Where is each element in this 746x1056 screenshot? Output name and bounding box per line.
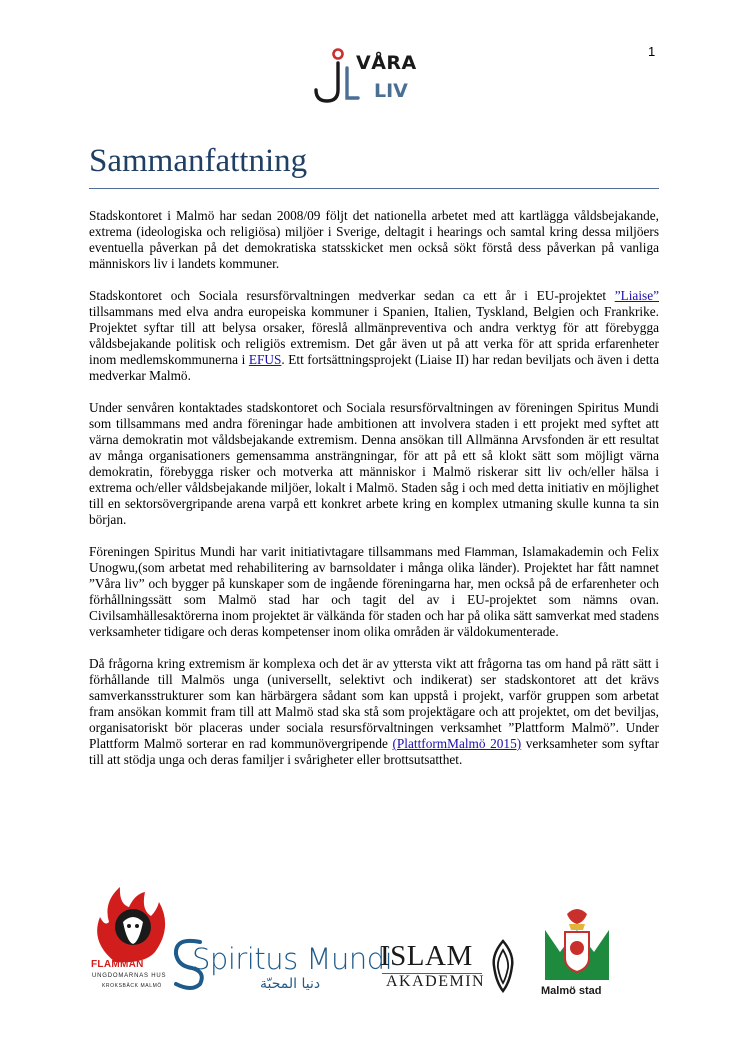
brand-liv: LIV xyxy=(374,80,408,102)
liaise-link[interactable]: ”Liaise” xyxy=(614,288,659,303)
paragraph-2-text: Stadskontoret och Sociala resursförvaltningen medverkar sedan ca ett år i EU-projektet xyxy=(89,288,615,303)
document-body xyxy=(89,208,659,784)
islamakademin-logo-line2: AKADEMIN xyxy=(386,973,486,990)
islamakademin-logo-line1: ISLAM xyxy=(380,940,473,972)
islamakademin-emblem-icon xyxy=(490,938,516,994)
flamman-logo-sub: UNGDOMARNAS HUS xyxy=(92,973,167,979)
paragraph-4 xyxy=(89,544,659,640)
flamman-name: Flamman xyxy=(464,545,515,559)
flamman-logo-sub2: KROKSBÄCK MALMÖ xyxy=(102,983,162,989)
vara-liv-logo xyxy=(306,46,436,106)
paragraph-2 xyxy=(89,288,659,384)
spiritus-mundi-logo-name: Spiritus Mundi xyxy=(192,942,393,976)
malmo-stad-coat-of-arms-icon xyxy=(542,902,612,982)
plattform-malmo-link[interactable]: (PlattformMalmö 2015) xyxy=(392,736,522,751)
paragraph-5-text: Då frågorna kring extremism är komplexa och det är av yttersta vikt att frågorna tas om hand på rätt sätt i förhållande till Malmös unga (universellt, selektivt och indikerat) ser stadskontoret att det krävs samverkansstrukturer som kan härbärgera sådant som kan uppstå i projekt, varför gruppen som arbetat fram ansökan kommit fram till att Malmö stad ska stå som projektägare och att projektet, om det beviljas, organisatoriskt bör placeras under sociala resursförvaltningen verksamhet ”Plattform Malmö”. Under Plattform Malmö sorterar en rad kommunövergripende xyxy=(89,656,659,751)
spiritus-mundi-arabic: دنيا المحبّة xyxy=(260,976,321,992)
flamman-logo-name: FLAMMAN xyxy=(91,959,144,970)
paragraph-5-text-2: verksamheter som syftar till att stödja unga och deras familjer i svårigheter eller brottsutsatthet. xyxy=(89,736,659,767)
malmo-stad-logo-name: Malmö stad xyxy=(541,985,602,997)
paragraph-4-text-2: , Islamakademin och Felix Unogwu,(som arbetat med rehabilitering av barnsoldater i många olika länder). Projektet har fått namnet ”Våra liv” och bygger på kunskaper som de ingående föreningarna har, men också på de erfarenheter och förhållningssätt som Malmö stad har och tagit del av i EU-projektet som nämns ovan. Civilsamhällesaktörerna inom projektet är välkända för staden och har på olika sätt samverkat med stadens verksamheter tidigare och deras kompetenser inom olika områden är väldokumenterade. xyxy=(89,544,660,639)
paragraph-4-text: Föreningen Spiritus Mundi har varit initiativtagare tillsammans med xyxy=(89,544,465,559)
efus-link[interactable]: EFUS xyxy=(248,352,282,367)
partner-logos xyxy=(82,880,642,1000)
title-divider xyxy=(89,188,659,189)
paragraph-3: Under senvåren kontaktades stadskontoret och Sociala resursförvaltningen av föreningen Spiritus Mundi som tillsammans med andra föreningar hade ambitionen att involvera staden i ett projekt med syftet att värna demokratin mot våldsbejakande extremism. Denna ansökan till Allmänna Arvsfonden är ett resultat av många organisationers gemensamma ansträngningar, för att på ett så klokt sätt som möjligt värna demokratin, förebygga risker och motverka att människor i Malmö riskerar sitt liv och/eller hälsa i extrema och/eller våldsbejakande miljöer, lokalt i Malmö. Staden såg i och med detta initiativ en möjlighet till en sektorsövergripande arena varpå ett konkret arbete kring en komplex utmaning skulle kunna ta sin början. xyxy=(89,400,659,527)
paragraph-5 xyxy=(89,656,659,768)
brand-vara: VÅRA xyxy=(356,52,417,74)
paragraph-1: Stadskontoret i Malmö har sedan 2008/09 följt det nationella arbetet med att kartlägga våldsbejakande, extrema (ideologiska och religiösa) miljöer i Sverige, deltagit i hearings och samtal kring dessa miljöers eventuella påverkan på det demokratiska statsskicket men också sökt förstå dess påverkan på vanliga människors liv i landets kommuner. xyxy=(89,208,659,271)
paragraph-2-text-3: . Ett fortsättningsprojekt (Liaise II) har redan beviljats och även i detta medverkar Malmö. xyxy=(89,352,660,383)
paragraph-2-text-2: tillsammans med elva andra europeiska kommuner i Spanien, Italien, Tyskland, Belgien och Frankrike. Projektet syftar till att belysa orsaker, föreslå allmänpreventiva och andra verktyg för att förebygga våldsbejakande politisk och religiös extremism. Det går även ut på att verka för att sprida erfarenheter inom medlemskommunerna i xyxy=(89,304,659,367)
flamman-logo xyxy=(82,880,182,1000)
page-title: Sammanfattning xyxy=(89,143,308,179)
flame-icon xyxy=(85,882,175,967)
page-number: 1 xyxy=(648,44,656,59)
